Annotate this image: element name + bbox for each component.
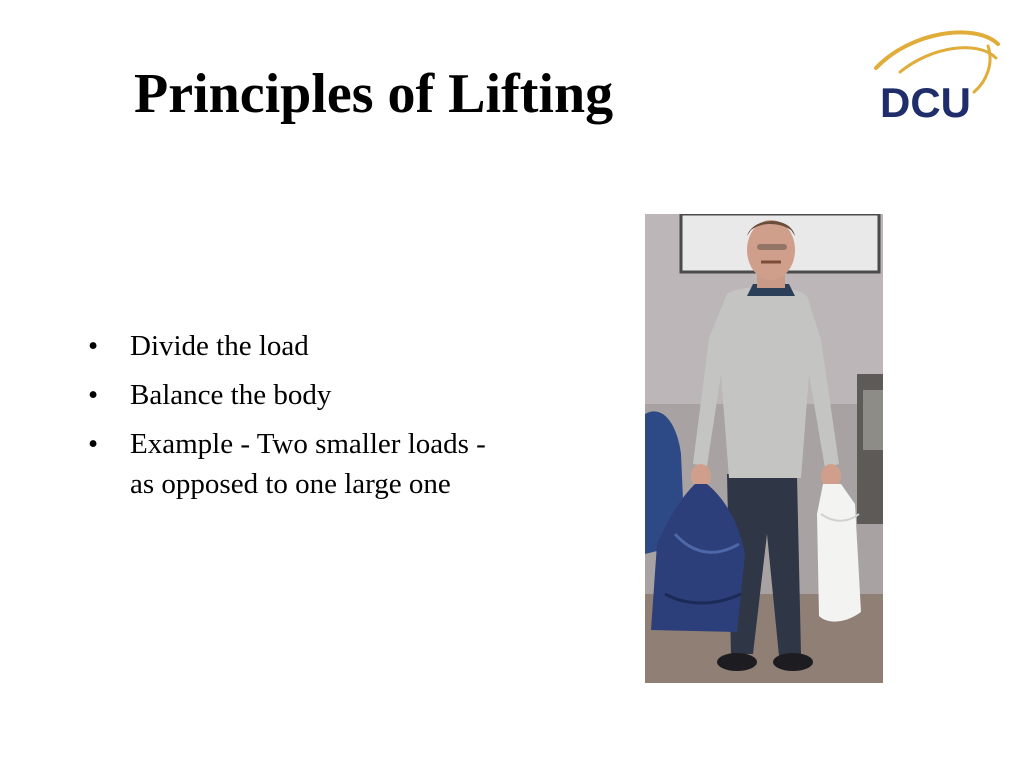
dcu-logo: [870, 24, 1004, 124]
logo-swoosh-inner: [900, 48, 996, 72]
bullet-item: [88, 424, 508, 504]
bullet-text: Balance the body: [130, 379, 332, 411]
bullet-item: [88, 375, 508, 415]
bullet-text: Example - Two smaller loads - as opposed to one large one: [130, 428, 486, 500]
bullet-marker: •: [88, 379, 99, 411]
bullet-text: Divide the load: [130, 330, 309, 362]
bullet-marker: •: [88, 428, 99, 460]
bullet-item: [88, 326, 508, 366]
bullet-marker: •: [88, 330, 99, 362]
logo-text: DCU: [880, 79, 971, 124]
bullet-list: [88, 326, 508, 513]
slide-title: Principles of Lifting: [134, 63, 614, 125]
man-carrying-bags-photo: [645, 214, 883, 683]
